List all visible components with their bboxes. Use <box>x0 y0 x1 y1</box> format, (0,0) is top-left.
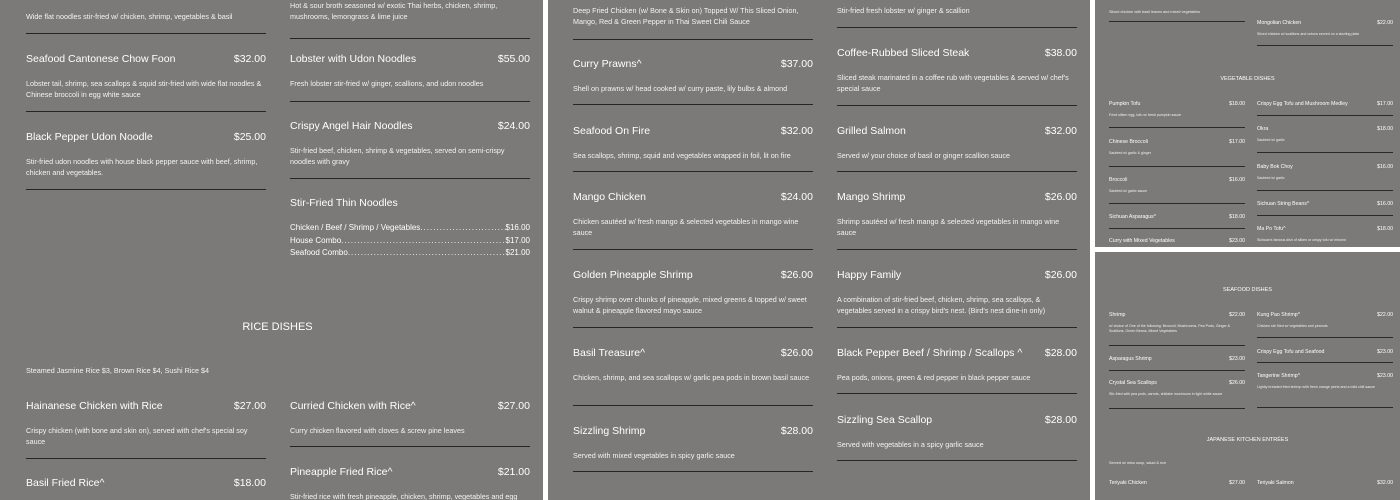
item-name: Baby Bok Choy <box>1257 164 1293 170</box>
divider <box>1257 407 1393 408</box>
menu-item <box>1257 126 1393 143</box>
menu-item <box>1257 349 1393 355</box>
divider <box>837 393 1077 394</box>
price-option: Chicken / Beef / Shrimp / Vegetables ..... $16.00 <box>290 222 530 235</box>
divider <box>573 327 813 328</box>
price-option: House Combo ..... $17.00 <box>290 235 530 248</box>
item-price: $17.00 <box>1377 101 1393 107</box>
item-name: Curry Prawns^ <box>573 58 642 70</box>
divider <box>290 101 530 102</box>
divider <box>1257 152 1393 153</box>
menu-item <box>573 191 813 238</box>
divider <box>1109 408 1245 409</box>
menu-item <box>1109 101 1245 118</box>
item-description: Chicken stir fried w/ vegetables and peanuts <box>1257 324 1328 328</box>
item-description: Curry chicken flavored with cloves & screw pine leaves <box>290 426 465 435</box>
menu-item <box>573 425 813 461</box>
item-price: $37.00 <box>780 58 813 70</box>
item-price: $26.00 <box>780 269 813 281</box>
menu-item <box>1257 101 1393 107</box>
section-note: Served w/ miso soup, salad & rice <box>1109 461 1167 465</box>
item-description: Sliced steak marinated in a coffee rub with vegetables & served w/ chef's special sauce <box>837 73 1069 93</box>
item-price: $22.00 <box>1377 20 1393 26</box>
item-name: Curried Chicken with Rice^ <box>290 400 416 412</box>
item-description: Served w/ your choice of basil or ginger scallion sauce <box>837 151 1010 160</box>
item-price: $17.00 <box>1229 139 1245 145</box>
item-price: $32.00 <box>780 125 813 137</box>
item-description: Sautéed w/ garlic sauce <box>1109 189 1148 193</box>
item-description: Sliced chicken with basil leaves and mixed vegetables <box>1109 10 1200 14</box>
item-price: $27.00 <box>1229 480 1245 486</box>
item-price: $22.00 <box>1229 312 1245 318</box>
item-name: Grilled Salmon <box>837 125 906 137</box>
divider <box>573 249 813 250</box>
menu-item <box>1109 312 1245 334</box>
item-price: $21.00 <box>497 466 530 478</box>
menu-item <box>26 53 266 100</box>
item-name: Curry with Mixed Vegetables <box>1109 238 1175 244</box>
divider <box>1257 362 1393 363</box>
item-name: Lobster with Udon Noodles <box>290 53 417 65</box>
rice-note: Steamed Jasmine Rice $3, Brown Rice $4, Sushi Rice $4 <box>26 366 209 375</box>
item-name: Seafood On Fire <box>573 125 651 137</box>
menu-item <box>837 269 1077 316</box>
item-name: Teriyaki Salmon <box>1257 480 1294 486</box>
menu-item <box>26 477 266 489</box>
menu-item-thin-noodles <box>290 197 530 260</box>
item-description: Stir-fried fresh lobster w/ ginger & scallion <box>837 6 970 15</box>
item-description: Chicken, shrimp, and sea scallops w/ garlic pea pods in brown basil sauce <box>573 373 810 382</box>
divider <box>290 38 530 39</box>
item-name: Mango Shrimp <box>837 191 906 203</box>
menu-item <box>290 53 530 89</box>
menu-item <box>837 191 1077 238</box>
item-description: Fried silken egg, tofu w/ fresh pumpkin sauce <box>1109 113 1182 117</box>
menu-item <box>573 125 813 161</box>
item-name: Black Pepper Udon Noodle <box>26 131 153 143</box>
menu-item <box>1257 201 1393 207</box>
item-price: $28.00 <box>1044 414 1077 426</box>
item-description: Crispy shrimp over chunks of pineapple, mixed greens & topped w/ sweet walnut & pineapple flavored mayo sauce <box>573 295 807 315</box>
item-description: Sautéed w/ garlic <box>1257 176 1285 180</box>
item-description: Sea scallops, shrimp, squid and vegetables wrapped in foil, lit on fire <box>573 151 791 160</box>
section-heading: VEGETABLE DISHES <box>1220 76 1275 82</box>
menu-item <box>837 125 1077 161</box>
item-name: Stir-Fried Thin Noodles <box>290 197 398 209</box>
item-description: Sichuan's famous dish of silken or crispy tofu w/ minced <box>1257 238 1346 242</box>
divider <box>1257 337 1393 338</box>
item-description: Shell on prawns w/ head cooked w/ curry paste, lily bulbs & almond <box>573 84 788 93</box>
item-name: Crispy Egg Tofu and Mushroom Medley <box>1257 101 1348 107</box>
menu-item <box>290 120 530 167</box>
item-price: $18.00 <box>1229 214 1245 220</box>
item-description: Hot & sour broth seasoned w/ exotic Thai herbs, chicken, shrimp, mushrooms, lemongrass & lime juice <box>290 1 498 21</box>
divider <box>573 39 813 40</box>
item-price: $18.00 <box>1377 226 1393 232</box>
divider <box>573 171 813 172</box>
divider <box>26 111 266 112</box>
divider <box>573 405 813 406</box>
item-description: Lobster tail, shrimp, sea scallops & squid stir-fried with wide flat noodles & Chinese broccoli in egg white sauce <box>26 79 262 99</box>
item-price: $23.00 <box>1229 356 1245 362</box>
item-price: $28.00 <box>780 425 813 437</box>
divider <box>1257 115 1393 116</box>
divider <box>1109 228 1245 229</box>
divider <box>1257 190 1393 191</box>
item-name: Black Pepper Beef / Shrimp / Scallops ^ <box>837 347 1023 359</box>
menu-item <box>837 47 1077 94</box>
item-name: Happy Family <box>837 269 902 281</box>
item-description: Lightly breaded fried shrimp with fresh orange peels and a mild chili sauce <box>1257 385 1375 389</box>
item-price: $55.00 <box>497 53 530 65</box>
item-description: Stir-fried beef, chicken, shrimp & vegetables, served on semi-crispy noodles with gravy <box>290 146 505 166</box>
item-description: Served with mixed vegetables in spicy garlic sauce <box>573 451 735 460</box>
item-price: $22.00 <box>1377 312 1393 318</box>
item-description: Shrimp sautéed w/ fresh mango & selected vegetables in mango wine sauce <box>837 217 1060 237</box>
item-price: $25.00 <box>233 131 266 143</box>
item-name: Teriyaki Chicken <box>1109 480 1147 486</box>
item-name: Asparagus Shrimp <box>1109 356 1152 362</box>
divider <box>1109 127 1245 128</box>
item-name: Coffee-Rubbed Sliced Steak <box>837 47 970 59</box>
menu-item <box>1109 480 1245 486</box>
item-description: Sautéed w/ garlic <box>1257 138 1285 142</box>
item-name: Crystal Sea Scallops <box>1109 380 1157 386</box>
section-heading: JAPANESE KITCHEN ENTRÉES <box>1206 437 1289 443</box>
divider <box>573 471 813 472</box>
menu-item <box>1257 480 1393 486</box>
item-price: $27.00 <box>233 400 266 412</box>
divider <box>1109 370 1245 371</box>
divider <box>1257 45 1393 46</box>
menu-item <box>1109 356 1245 362</box>
entrees-menu-page <box>548 0 1090 500</box>
item-price: $28.00 <box>1044 347 1077 359</box>
item-name: Sizzling Sea Scallop <box>837 414 933 426</box>
menu-item <box>573 269 813 316</box>
divider <box>1109 345 1245 346</box>
item-name: Sizzling Shrimp <box>573 425 646 437</box>
menu-item <box>1257 226 1393 243</box>
item-name: Ma Po Tofu^ <box>1257 226 1286 232</box>
item-price: $16.00 <box>1229 177 1245 183</box>
item-name: Tangerine Shrimp^ <box>1257 373 1301 379</box>
item-name: Crispy Angel Hair Noodles <box>290 120 413 132</box>
divider <box>290 178 530 179</box>
item-price: $32.00 <box>233 53 266 65</box>
item-name: Mango Chicken <box>573 191 646 203</box>
divider <box>837 171 1077 172</box>
item-name: Kung Pao Shrimp^ <box>1257 312 1301 318</box>
item-description: A combination of stir-fried beef, chicken, shrimp, sea scallops, & vegetables served in a crispy bird's nest. (Bird's nest dine-in only) <box>837 295 1046 315</box>
menu-item <box>1257 20 1393 37</box>
item-name: Crispy Egg Tofu and Seafood <box>1257 349 1325 355</box>
seafood-dishes-page <box>1095 252 1400 500</box>
item-description: w/ choice of One of the following: Broccoli, Mushrooms, Pea Pods, Ginger & Scallions, Green Beans, Mixed Vegetables <box>1109 324 1231 333</box>
divider <box>837 105 1077 106</box>
item-price: $18.00 <box>233 477 266 489</box>
section-heading: RICE DISHES <box>242 321 313 333</box>
menu-item <box>1257 164 1393 181</box>
item-name: Pumpkin Tofu <box>1109 101 1141 107</box>
item-price: $16.00 <box>1377 201 1393 207</box>
item-description: Chicken sautéed w/ fresh mango & selected vegetables in mango wine sauce <box>573 217 799 237</box>
menu-item <box>1109 380 1245 397</box>
item-description: Wide flat noodles stir-fried w/ chicken, shrimp, vegetables & basil <box>26 12 233 21</box>
item-price: $23.00 <box>1377 373 1393 379</box>
divider <box>26 458 266 459</box>
item-description: Stir-fried with pea pods, carrots, shiitake mushroom in light white sauce <box>1109 392 1223 396</box>
item-description: Deep Fried Chicken (w/ Bone & Skin on) Topped W/ This Sliced Onion, Mango, Red & Green Pepper in Thai Sweet Chili Sauce <box>573 6 799 26</box>
item-name: Hainanese Chicken with Rice <box>26 400 163 412</box>
item-name: Sichuan String Beans^ <box>1257 201 1310 207</box>
item-description: Stir-fried udon noodles with house black pepper sauce with beef, shrimp, chicken and vegetables. <box>26 157 258 177</box>
menu-item <box>26 131 266 178</box>
item-price: $26.00 <box>1229 380 1245 386</box>
item-description: Stir-fried rice with fresh pineapple, chicken, shrimp, vegetables and egg <box>290 492 518 500</box>
item-price: $18.00 <box>1229 101 1245 107</box>
price-option: Seafood Combo ..... $21.00 <box>290 247 530 260</box>
item-name: Sichuan Asparagus^ <box>1109 214 1157 220</box>
menu-item <box>573 347 813 383</box>
divider <box>26 33 266 34</box>
item-name: Seafood Cantonese Chow Foon <box>26 53 176 65</box>
item-name: Basil Treasure^ <box>573 347 646 359</box>
item-price: $27.00 <box>497 400 530 412</box>
noodles-rice-menu-page <box>0 0 543 500</box>
divider <box>1109 21 1245 22</box>
item-price: $26.00 <box>1044 191 1077 203</box>
divider <box>573 104 813 105</box>
item-description: Crispy chicken (with bone and skin on), served with chef's special soy sauce <box>26 426 248 446</box>
divider <box>26 189 266 190</box>
item-price: $24.00 <box>497 120 530 132</box>
menu-item <box>1109 177 1245 194</box>
item-name: Broccoli <box>1109 177 1128 183</box>
menu-item <box>290 466 530 500</box>
item-name: Pineapple Fried Rice^ <box>290 466 393 478</box>
item-name: Shrimp <box>1109 312 1126 318</box>
item-description: Sautéed w/ garlic & ginger <box>1109 151 1151 155</box>
item-name: Okra <box>1257 126 1269 132</box>
divider <box>1257 215 1393 216</box>
item-description: Served with vegetables in a spicy garlic sauce <box>837 440 984 449</box>
item-price: $18.00 <box>1377 126 1393 132</box>
item-price: $23.00 <box>1229 238 1245 244</box>
divider <box>837 327 1077 328</box>
divider <box>837 27 1077 28</box>
divider <box>1109 166 1245 167</box>
item-description: Fresh lobster stir-fried w/ ginger, scallions, and udon noodles <box>290 79 484 88</box>
divider <box>290 446 530 447</box>
divider <box>837 460 1077 461</box>
section-heading: SEAFOOD DISHES <box>1223 287 1272 293</box>
menu-item <box>837 414 1077 450</box>
menu-item <box>837 347 1077 383</box>
item-name: Mongolian Chicken <box>1257 20 1302 26</box>
menu-item <box>1109 139 1245 156</box>
item-price: $23.00 <box>1377 349 1393 355</box>
item-price: $38.00 <box>1044 47 1077 59</box>
menu-item <box>1257 373 1393 390</box>
menu-item <box>1257 312 1393 329</box>
item-name: Chinese Broccoli <box>1109 139 1148 145</box>
vegetable-dishes-page <box>1095 0 1400 247</box>
item-price: $32.00 <box>1044 125 1077 137</box>
divider <box>837 249 1077 250</box>
item-description: Sliced chicken w/ scallions and onions served on a sizzling plate <box>1257 32 1360 36</box>
item-price: $24.00 <box>780 191 813 203</box>
item-description: Pea pods, onions, green & red pepper in black pepper sauce <box>837 373 1031 382</box>
divider <box>1109 203 1245 204</box>
menu-item <box>573 58 813 94</box>
item-price: $32.00 <box>1377 480 1393 486</box>
item-price: $26.00 <box>780 347 813 359</box>
menu-item <box>1109 214 1245 220</box>
item-price: $16.00 <box>1377 164 1393 170</box>
menu-item <box>1109 238 1245 244</box>
menu-item <box>290 400 530 436</box>
menu-item <box>26 400 266 447</box>
item-name: Basil Fried Rice^ <box>26 477 105 489</box>
item-name: Golden Pineapple Shrimp <box>573 269 693 281</box>
item-price: $26.00 <box>1044 269 1077 281</box>
